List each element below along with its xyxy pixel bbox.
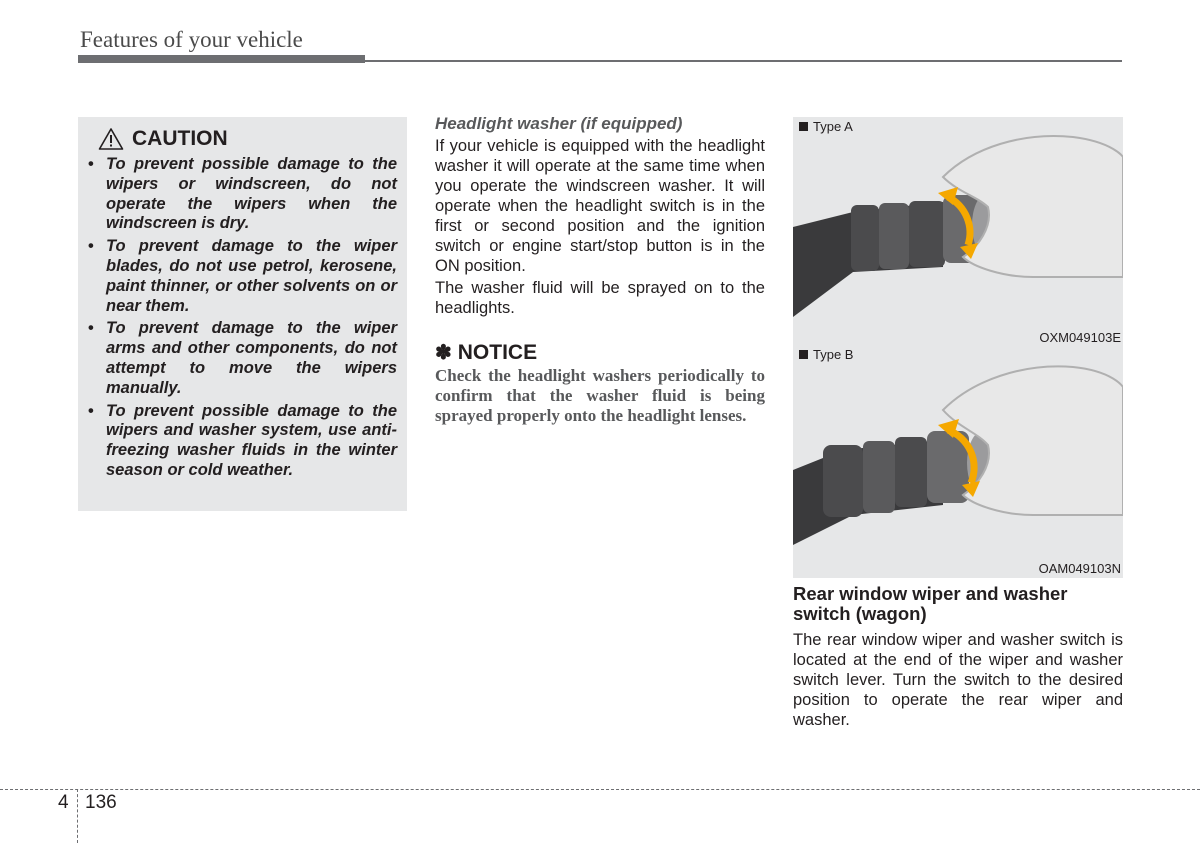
caution-list bbox=[88, 155, 397, 481]
caution-item: • To prevent damage to the wiper arms and other components, do not attempt to move the wipers manually. bbox=[88, 319, 397, 398]
wiper-lever-hand-illustration bbox=[793, 345, 1123, 578]
headlight-washer-paragraph: If your vehicle is equipped with the headlight washer it will operate at the same time when you operate the windscreen washer. It will operate when the headlight switch is in the first or second position and the ignition switch or engine start/stop button is in the ON position. bbox=[435, 137, 765, 275]
figure-type-label bbox=[799, 119, 853, 134]
notice-asterisk-icon: ✽ bbox=[435, 342, 452, 364]
figure-code: OAM049103N bbox=[1038, 561, 1121, 576]
header-rule-thin bbox=[365, 60, 1122, 62]
page-number: 136 bbox=[85, 792, 117, 813]
header-rule-thick bbox=[78, 55, 365, 63]
figure-type-label bbox=[799, 347, 853, 362]
caution-heading bbox=[98, 127, 397, 151]
chapter-number: 4 bbox=[58, 792, 69, 813]
headlight-washer-section bbox=[435, 114, 765, 426]
figure-code: OXM049103E bbox=[1039, 330, 1121, 345]
figure-type-b bbox=[793, 345, 1123, 578]
caution-item: • To prevent damage to the wiper blades, do not use petrol, kerosene, paint thinner, or other solvents on or near them. bbox=[88, 237, 397, 316]
square-bullet-icon bbox=[799, 350, 808, 359]
footer-rule bbox=[0, 789, 1200, 790]
notice-title: NOTICE bbox=[457, 340, 538, 364]
notice-text: Check the headlight washers periodically to confirm that the washer fluid is being sprayed properly onto the headlight lenses. bbox=[435, 366, 765, 425]
page-header-title: Features of your vehicle bbox=[80, 27, 303, 52]
caution-box bbox=[78, 117, 407, 511]
warning-triangle-icon bbox=[98, 127, 124, 151]
footer-divider bbox=[77, 789, 78, 843]
headlight-washer-heading: Headlight washer (if equipped) bbox=[435, 114, 683, 133]
wiper-lever-hand-illustration bbox=[793, 117, 1123, 347]
square-bullet-icon bbox=[799, 122, 808, 131]
caution-item: • To prevent possible damage to the wipers or windscreen, do not operate the wipers when the windscreen is dry. bbox=[88, 155, 397, 234]
caution-item: • To prevent possible damage to the wipers and washer system, use anti-freezing washer fluids in the winter season or cold weather. bbox=[88, 402, 397, 481]
rear-wiper-text: The rear window wiper and washer switch is located at the end of the wiper and washer switch lever. Turn the switch to the desired position to operate the rear wiper and washer. bbox=[793, 631, 1123, 729]
notice-heading bbox=[435, 340, 765, 365]
caution-title: CAUTION bbox=[132, 127, 228, 150]
figure-type-a bbox=[793, 117, 1123, 347]
headlight-washer-paragraph: The washer fluid will be sprayed on to the headlights. bbox=[435, 279, 765, 317]
figure-type-text: Type B bbox=[813, 347, 854, 362]
figure-type-text: Type A bbox=[813, 119, 853, 134]
rear-wiper-section bbox=[793, 584, 1123, 732]
rear-wiper-heading: Rear window wiper and washer switch (wagon) bbox=[793, 583, 1068, 624]
